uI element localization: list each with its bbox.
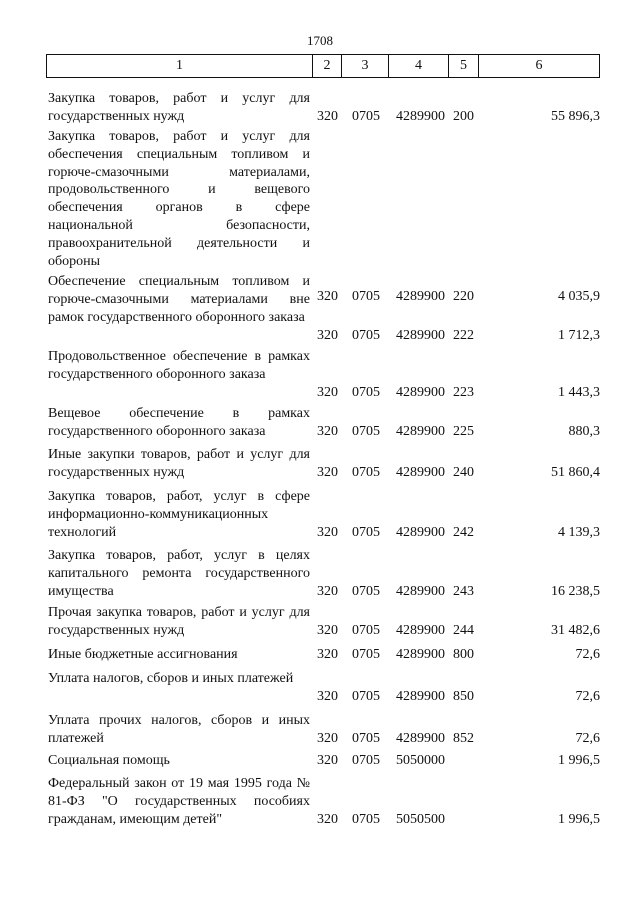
- cell-target: 4289900: [396, 109, 445, 125]
- cell-ministry: 320: [317, 812, 338, 828]
- cell-target: 4289900: [396, 731, 445, 747]
- table-row: [0, 604, 640, 640]
- row-description: Закупка товаров, работ, услуг в целях капитального ремонта государственного имущества: [48, 548, 310, 599]
- header-col-6: 6: [535, 58, 543, 73]
- cell-ministry: 320: [317, 424, 338, 440]
- cell-ministry: 320: [317, 385, 338, 401]
- cell-ministry: 320: [317, 647, 338, 663]
- table-row: [0, 775, 640, 829]
- cell-expense-type: 852: [453, 731, 474, 747]
- cell-amount: 1 443,3: [558, 385, 600, 401]
- header-col-2: 2: [313, 55, 342, 77]
- row-description: Вещевое обеспечение в рамках государственного оборонного заказа: [48, 406, 310, 439]
- cell-target: 4289900: [396, 424, 445, 440]
- cell-amount: 72,6: [575, 689, 600, 705]
- cell-target: 5050000: [396, 753, 445, 769]
- table-row: [0, 712, 640, 748]
- cell-target: 4289900: [396, 289, 445, 305]
- cell-target: 4289900: [396, 689, 445, 705]
- row-description: Иные бюджетные ассигнования: [48, 647, 238, 662]
- cell-amount: 55 896,3: [551, 109, 600, 125]
- cell-amount: 1 996,5: [558, 753, 600, 769]
- table-row: [0, 446, 640, 482]
- cell-amount: 31 482,6: [551, 623, 600, 639]
- header-col-1: 1: [47, 55, 313, 77]
- table-row: [0, 752, 640, 770]
- row-description: Федеральный закон от 19 мая 1995 года № 81-ФЗ "О государственных пособиях гражданам, имеющим детей": [48, 776, 310, 827]
- cell-section: 0705: [352, 328, 380, 344]
- table-row: [0, 348, 640, 402]
- row-description: Прочая закупка товаров, работ и услуг для государственных нужд: [48, 605, 310, 638]
- cell-section: 0705: [352, 623, 380, 639]
- cell-target: 4289900: [396, 465, 445, 481]
- header-col-4: 4: [389, 55, 449, 77]
- cell-section: 0705: [352, 525, 380, 541]
- table-row: [0, 405, 640, 441]
- cell-expense-type: 200: [453, 109, 474, 125]
- cell-amount: 72,6: [575, 731, 600, 747]
- row-description: Уплата налогов, сборов и иных платежей: [48, 671, 294, 686]
- row-description: Социальная помощь: [48, 753, 170, 768]
- cell-amount: 1 712,3: [558, 328, 600, 344]
- table-header: [46, 54, 600, 78]
- cell-expense-type: 800: [453, 647, 474, 663]
- cell-ministry: 320: [317, 584, 338, 600]
- cell-amount: 4 139,3: [558, 525, 600, 541]
- cell-amount: 4 035,9: [558, 289, 600, 305]
- cell-section: 0705: [352, 731, 380, 747]
- cell-section: 0705: [352, 647, 380, 663]
- table-row: [0, 670, 640, 706]
- cell-section: 0705: [352, 584, 380, 600]
- cell-expense-type: 220: [453, 289, 474, 305]
- table-row: [0, 488, 640, 542]
- cell-target: 4289900: [396, 525, 445, 541]
- cell-section: 0705: [352, 812, 380, 828]
- row-description: Обеспечение специальным топливом и горюче-смазочными материалами вне рамок государственного оборонного заказа: [48, 274, 310, 325]
- cell-amount: 72,6: [575, 647, 600, 663]
- cell-expense-type: 223: [453, 385, 474, 401]
- cell-ministry: 320: [317, 109, 338, 125]
- cell-target: 4289900: [396, 328, 445, 344]
- cell-expense-type: 240: [453, 465, 474, 481]
- cell-section: 0705: [352, 689, 380, 705]
- header-col-5: 5: [449, 55, 479, 77]
- cell-ministry: 320: [317, 689, 338, 705]
- cell-target: 5050500: [396, 812, 445, 828]
- cell-expense-type: 243: [453, 584, 474, 600]
- cell-amount: 1 996,5: [558, 812, 600, 828]
- row-description: Закупка товаров, работ и услуг для обеспечения специальным топливом и горюче-смазочными материалами, продовольственного и вещевого обеспечения органов в сфере национальной безопасности, правоохранительной деятельности и обороны: [48, 129, 310, 269]
- header-col-3: 3: [342, 55, 389, 77]
- cell-target: 4289900: [396, 623, 445, 639]
- table-row: [0, 273, 640, 345]
- cell-ministry: 320: [317, 623, 338, 639]
- table-row: [0, 90, 640, 126]
- table-row: [0, 646, 640, 664]
- row-description: Продовольственное обеспечение в рамках государственного оборонного заказа: [48, 349, 310, 382]
- cell-amount: 880,3: [568, 424, 600, 440]
- cell-ministry: 320: [317, 465, 338, 481]
- page-number: 1708: [307, 33, 333, 48]
- cell-amount: 16 238,5: [551, 584, 600, 600]
- cell-ministry: 320: [317, 753, 338, 769]
- cell-expense-type: 242: [453, 525, 474, 541]
- row-description: Иные закупки товаров, работ и услуг для государственных нужд: [48, 447, 310, 480]
- cell-target: 4289900: [396, 385, 445, 401]
- cell-expense-type: 244: [453, 623, 474, 639]
- cell-ministry: 320: [317, 731, 338, 747]
- cell-ministry: 320: [317, 289, 338, 305]
- cell-section: 0705: [352, 424, 380, 440]
- table-row: [0, 547, 640, 601]
- cell-expense-type: 225: [453, 424, 474, 440]
- cell-section: 0705: [352, 465, 380, 481]
- cell-ministry: 320: [317, 525, 338, 541]
- cell-ministry: 320: [317, 328, 338, 344]
- cell-expense-type: 222: [453, 328, 474, 344]
- row-description: Закупка товаров, работ и услуг для государственных нужд: [48, 91, 310, 124]
- row-description: Закупка товаров, работ, услуг в сфере информационно-коммуникационных технологий: [48, 489, 310, 540]
- cell-section: 0705: [352, 753, 380, 769]
- cell-section: 0705: [352, 109, 380, 125]
- cell-target: 4289900: [396, 647, 445, 663]
- cell-section: 0705: [352, 289, 380, 305]
- cell-section: 0705: [352, 385, 380, 401]
- cell-expense-type: 850: [453, 689, 474, 705]
- row-description: Уплата прочих налогов, сборов и иных платежей: [48, 713, 310, 746]
- cell-target: 4289900: [396, 584, 445, 600]
- cell-amount: 51 860,4: [551, 465, 600, 481]
